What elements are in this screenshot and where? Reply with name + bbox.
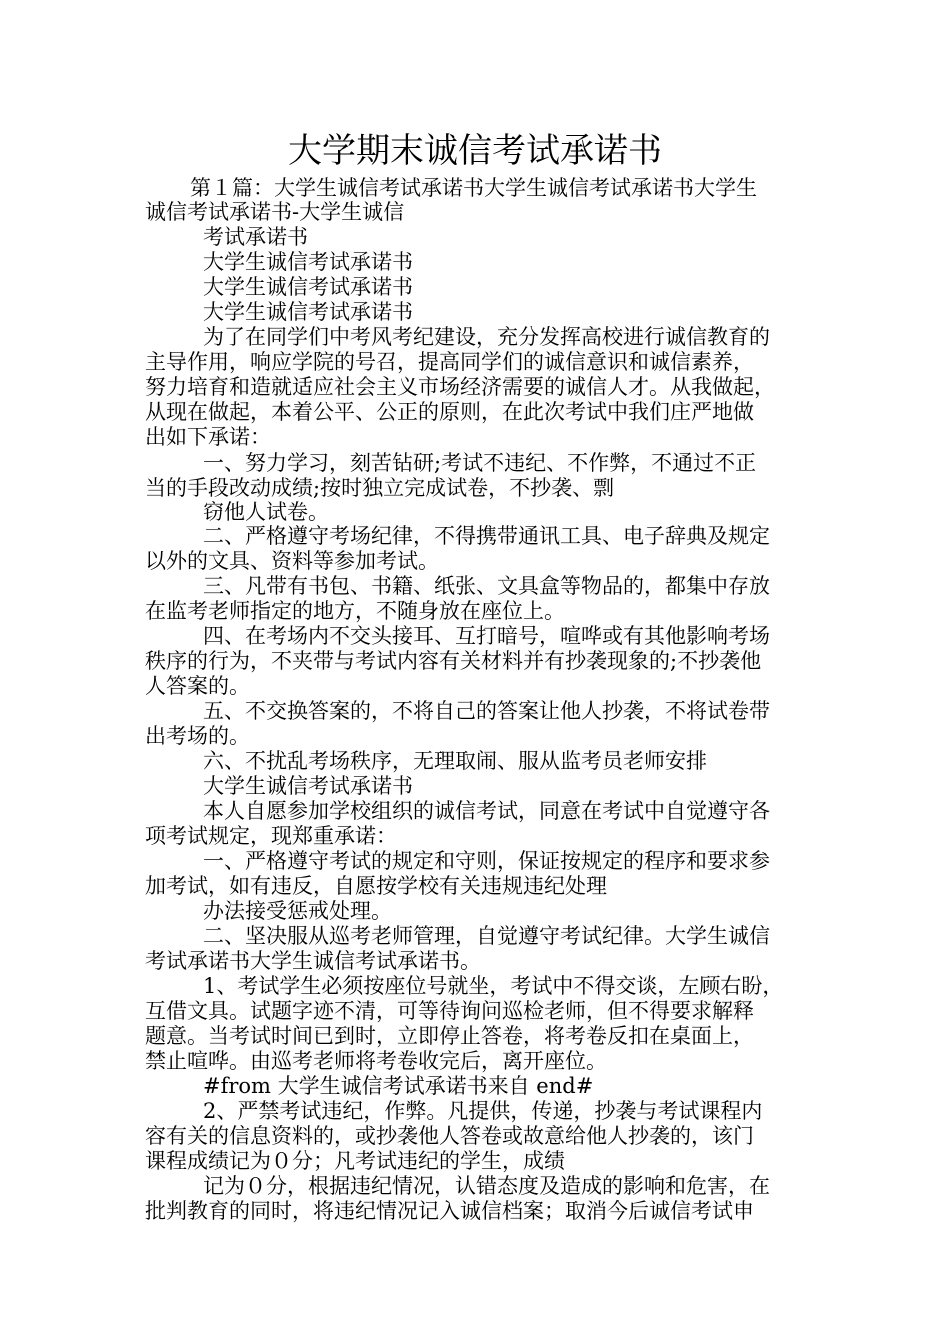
text-line: 以外的文具、资料等参加考试。 (145, 549, 439, 573)
text-line: 人答案的。 (145, 674, 250, 698)
text-line: 互借文具。试题字迹不清，可等待询问巡检老师，但不得要求解释 (145, 999, 754, 1023)
text-line: 本人自愿参加学校组织的诚信考试，同意在考试中自觉遵守各 (203, 799, 770, 823)
text-line: 二、坚决服从巡考老师管理，自觉遵守考试纪律。大学生诚信 (203, 924, 770, 948)
text-line: 三、凡带有书包、书籍、纸张、文具盒等物品的，都集中存放 (203, 574, 770, 598)
text-line: 秩序的行为，不夹带与考试内容有关材料并有抄袭现象的;不抄袭他 (145, 649, 762, 673)
text-line: 大学生诚信考试承诺书 (203, 275, 413, 299)
text-line: 当的手段改动成绩;按时独立完成试卷，不抄袭、剽 (145, 476, 615, 500)
text-line: 考试承诺书大学生诚信考试承诺书。 (145, 949, 481, 973)
text-line: 出如下承诺： (145, 425, 271, 449)
text-line: 容有关的信息资料的，或抄袭他人答卷或故意给他人抄袭的，该门 (145, 1124, 754, 1148)
text-line: 从现在做起，本着公平、公正的原则，在此次考试中我们庄严地做 (145, 400, 754, 424)
text-line: 六、不扰乱考场秩序，无理取闹、服从监考员老师安排 (203, 749, 707, 773)
text-line: 大学生诚信考试承诺书 (203, 774, 413, 798)
text-line: 题意。当考试时间已到时，立即停止答卷，将考卷反扣在桌面上， (145, 1024, 754, 1048)
text-line: 努力培育和造就适应社会主义市场经济需要的诚信人才。从我做起， (145, 375, 775, 399)
text-line: 办法接受惩戒处理。 (203, 899, 392, 923)
text-line: 窃他人试卷。 (203, 500, 329, 524)
text-line: 在监考老师指定的地方，不随身放在座位上。 (145, 599, 565, 623)
text-line: 诚信考试承诺书-大学生诚信 (145, 200, 405, 224)
text-line: 一、努力学习，刻苦钻研;考试不违纪、不作弊，不通过不正 (203, 451, 757, 475)
text-line: 大学生诚信考试承诺书 (203, 300, 413, 324)
text-line: 记为０分，根据违纪情况，认错态度及造成的影响和危害，在 (203, 1174, 770, 1198)
text-line: 四、在考场内不交头接耳、互打暗号，喧哗或有其他影响考场 (203, 624, 770, 648)
text-line: 考试承诺书 (203, 225, 308, 249)
document-title: 大学期末诚信考试承诺书 (288, 131, 662, 171)
text-line: 主导作用，响应学院的号召，提高同学们的诚信意识和诚信素养， (145, 350, 754, 374)
text-line: 二、严格遵守考场纪律，不得携带通讯工具、电子辞典及规定 (203, 524, 770, 548)
text-line: 批判教育的同时，将违纪情况记入诚信档案；取消今后诚信考试申 (145, 1199, 754, 1223)
text-line: 五、不交换答案的，不将自己的答案让他人抄袭，不将试卷带 (203, 699, 770, 723)
text-line: 课程成绩记为０分；凡考试违纪的学生，成绩 (145, 1149, 565, 1173)
text-line: 加考试，如有违反，自愿按学校有关违规违纪处理 (145, 874, 607, 898)
text-line: 为了在同学们中考风考纪建设，充分发挥高校进行诚信教育的 (203, 325, 770, 349)
text-line: 禁止喧哗。由巡考老师将考卷收完后，离开座位。 (145, 1049, 607, 1073)
text-line: 大学生诚信考试承诺书 (203, 250, 413, 274)
text-line: #from 大学生诚信考试承诺书来自 end# (203, 1074, 594, 1098)
text-line: 一、严格遵守考试的规定和守则，保证按规定的程序和要求参 (203, 849, 770, 873)
text-line: 项考试规定，现郑重承诺： (145, 824, 397, 848)
text-line: 1、考试学生必须按座位号就坐，考试中不得交谈，左顾右盼， (203, 974, 784, 998)
text-line: 第１篇：大学生诚信考试承诺书大学生诚信考试承诺书大学生 (190, 176, 757, 200)
text-line: 出考场的。 (145, 724, 250, 748)
text-line: 2、严禁考试违纪，作弊。凡提供，传递，抄袭与考试课程内 (203, 1099, 763, 1123)
